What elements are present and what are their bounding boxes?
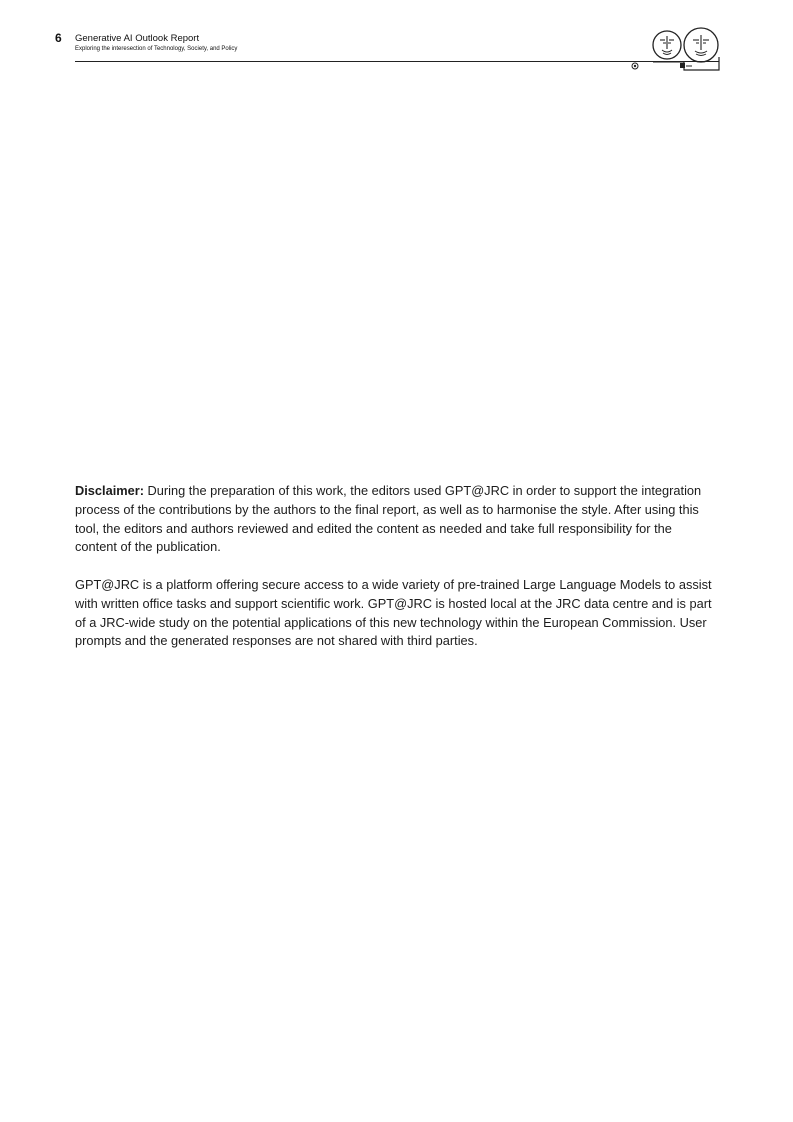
disclaimer-paragraph xyxy=(75,482,715,557)
disclaimer-section xyxy=(75,482,715,651)
disclaimer-text: During the preparation of this work, the editors used GPT@JRC in order to support the integration process of the contributions by the authors to the final report, as well as to harmonise the style. After using this tool, the editors and authors reviewed and edited the content as needed and take full responsibility for the content of the publication. xyxy=(75,483,702,555)
report-title: Generative AI Outlook Report xyxy=(75,33,200,44)
report-subtitle: Exploring the interesection of Technology, Society, and Policy xyxy=(75,46,238,52)
disclaimer-label: Disclaimer: xyxy=(75,483,144,498)
page-number: 6 xyxy=(55,31,62,45)
two-faces-logo-icon xyxy=(630,27,722,73)
platform-paragraph: GPT@JRC is a platform offering secure access to a wide variety of pre-trained Large Language Models to assist with written office tasks and support scientific work. GPT@JRC is hosted local at the JRC data centre and is part of a JRC-wide study on the potential applications of this new technology within the European Commission. User prompts and the generated responses are not shared with third parties. xyxy=(75,576,712,649)
header-divider xyxy=(75,61,719,62)
